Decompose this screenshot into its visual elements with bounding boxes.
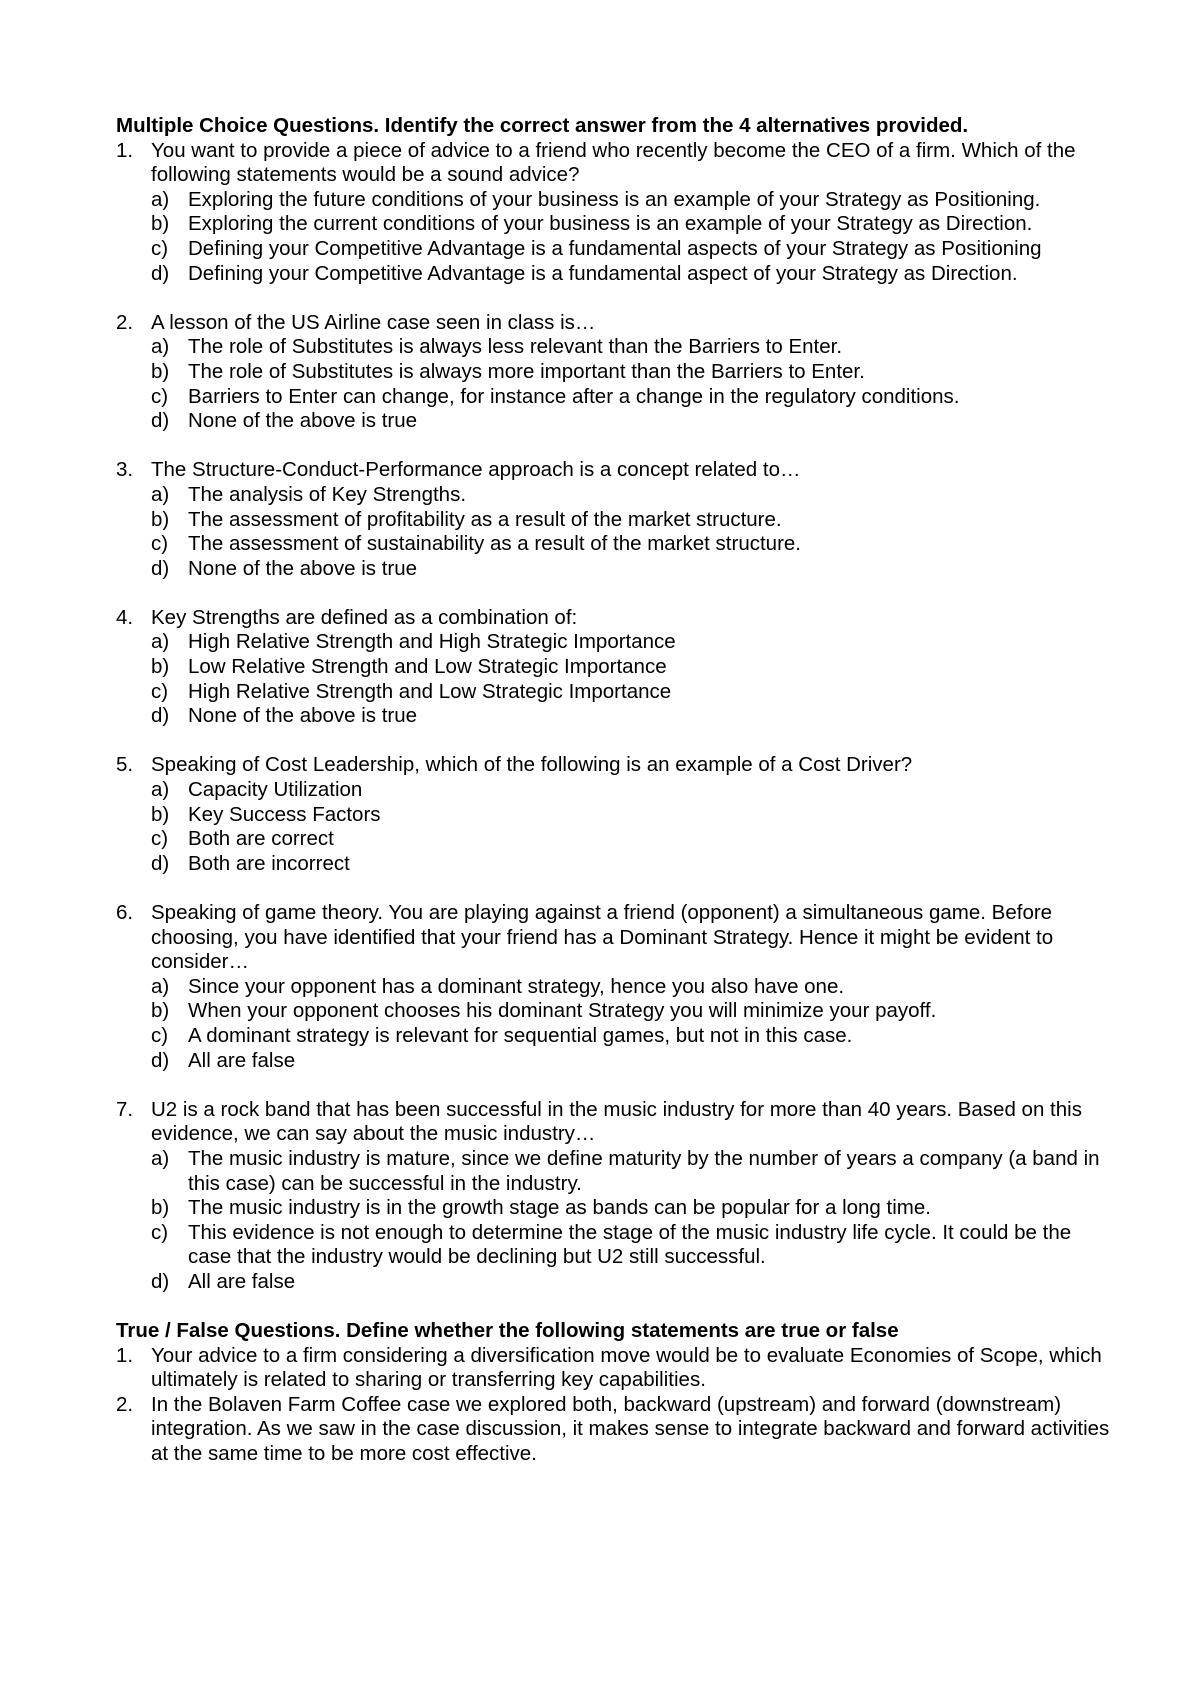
option-b <box>151 212 1116 237</box>
option-letter: a) <box>151 974 170 998</box>
question-text: A lesson of the US Airline case seen in class is… <box>151 310 596 334</box>
option-text: The assessment of profitability as a result of the market structure. <box>188 507 782 531</box>
option-a <box>151 483 1116 508</box>
option-letter: b) <box>151 1196 170 1220</box>
option-text: The assessment of sustainability as a result of the market structure. <box>188 532 801 556</box>
question-text: Your advice to a firm considering a diversification move would be to evaluate Economies of Scope, which ultimately is related to sharing or transferring key capabilities. <box>151 1343 1102 1392</box>
option-letter: d) <box>151 1269 170 1293</box>
tf-question-1 <box>116 1344 1116 1393</box>
option-d <box>151 409 1116 434</box>
option-text: When your opponent chooses his dominant Strategy you will minimize your payoff. <box>188 999 937 1023</box>
option-letter: c) <box>151 1023 169 1047</box>
option-b <box>151 1196 1116 1221</box>
question-text: Speaking of game theory. You are playing against a friend (opponent) a simultaneous game. Before choosing, you have identified that your friend has a Dominant Strategy. Hence it might be evident to consider… <box>151 901 1054 974</box>
option-a <box>151 975 1116 1000</box>
option-text: Since your opponent has a dominant strategy, hence you also have one. <box>188 974 845 998</box>
option-letter: a) <box>151 187 170 211</box>
option-c <box>151 237 1116 262</box>
option-text: The role of Substitutes is always more important than the Barriers to Enter. <box>188 359 865 383</box>
option-b <box>151 999 1116 1024</box>
option-d <box>151 262 1116 287</box>
tf-question-list <box>116 1344 1116 1467</box>
option-b <box>151 803 1116 828</box>
option-list <box>151 188 1116 286</box>
option-text: None of the above is true <box>188 409 418 433</box>
mc-question-4 <box>116 606 1116 729</box>
mc-question-6 <box>116 901 1116 1073</box>
question-number: 1. <box>116 138 134 162</box>
option-text: The music industry is mature, since we define maturity by the number of years a company (a band in this case) can be successful in the industry. <box>188 1146 1100 1195</box>
option-letter: c) <box>151 384 169 408</box>
option-letter: c) <box>151 236 169 260</box>
option-letter: a) <box>151 482 170 506</box>
option-letter: d) <box>151 704 170 728</box>
option-text: The music industry is in the growth stage as bands can be popular for a long time. <box>188 1196 931 1220</box>
option-text: Barriers to Enter can change, for instance after a change in the regulatory conditions. <box>188 384 960 408</box>
option-text: High Relative Strength and Low Strategic Importance <box>188 679 672 703</box>
option-a <box>151 188 1116 213</box>
option-text: The role of Substitutes is always less relevant than the Barriers to Enter. <box>188 335 843 359</box>
option-text: Exploring the current conditions of your business is an example of your Strategy as Direction. <box>188 212 1033 236</box>
option-letter: b) <box>151 655 170 679</box>
option-d <box>151 704 1116 729</box>
option-letter: a) <box>151 1146 170 1170</box>
mc-question-5 <box>116 753 1116 876</box>
question-number: 3. <box>116 458 134 482</box>
option-text: Both are correct <box>188 827 334 851</box>
option-letter: a) <box>151 630 170 654</box>
option-letter: d) <box>151 1048 170 1072</box>
question-number: 1. <box>116 1343 134 1367</box>
option-d <box>151 852 1116 877</box>
question-text: The Structure-Conduct-Performance approach is a concept related to… <box>151 458 801 482</box>
question-text: Speaking of Cost Leadership, which of the following is an example of a Cost Driver? <box>151 753 913 777</box>
option-c <box>151 680 1116 705</box>
option-list <box>151 975 1116 1073</box>
question-number: 4. <box>116 605 134 629</box>
option-letter: b) <box>151 359 170 383</box>
question-number: 2. <box>116 1392 134 1416</box>
option-text: None of the above is true <box>188 556 418 580</box>
option-text: This evidence is not enough to determine the stage of the music industry life cycle. It could be the case that the industry would be declining but U2 still successful. <box>188 1220 1072 1269</box>
option-c <box>151 1024 1116 1049</box>
question-number: 5. <box>116 753 134 777</box>
option-letter: d) <box>151 409 170 433</box>
option-text: All are false <box>188 1269 296 1293</box>
option-c <box>151 827 1116 852</box>
option-d <box>151 1049 1116 1074</box>
option-text: Capacity Utilization <box>188 778 363 802</box>
option-letter: d) <box>151 556 170 580</box>
option-letter: a) <box>151 335 170 359</box>
option-text: Exploring the future conditions of your business is an example of your Strategy as Positioning. <box>188 187 1041 211</box>
question-number: 6. <box>116 901 134 924</box>
option-letter: d) <box>151 851 170 875</box>
option-letter: c) <box>151 679 169 703</box>
question-text: U2 is a rock band that has been successful in the music industry for more than 40 years. Based on this evidence, we can say about the music industry… <box>151 1097 1082 1146</box>
option-text: Key Success Factors <box>188 802 381 826</box>
option-list <box>151 1147 1116 1295</box>
option-d <box>151 557 1116 582</box>
option-letter: c) <box>151 827 169 851</box>
option-letter: b) <box>151 212 170 236</box>
option-d <box>151 1270 1116 1295</box>
option-text: Low Relative Strength and Low Strategic Importance <box>188 655 667 679</box>
option-list <box>151 630 1116 728</box>
option-a <box>151 630 1116 655</box>
option-b <box>151 655 1116 680</box>
option-a <box>151 335 1116 360</box>
question-text: You want to provide a piece of advice to a friend who recently become the CEO of a firm. Which of the following statements would be a sound advice? <box>151 138 1076 187</box>
mc-question-7 <box>116 1098 1116 1295</box>
option-list <box>151 778 1116 876</box>
option-c <box>151 532 1116 557</box>
question-text: Key Strengths are defined as a combination of: <box>151 605 578 629</box>
option-list <box>151 483 1116 581</box>
tf-question-2 <box>116 1393 1116 1467</box>
option-letter: b) <box>151 802 170 826</box>
option-text: The analysis of Key Strengths. <box>188 482 467 506</box>
option-text: Both are incorrect <box>188 851 350 875</box>
question-number: 2. <box>116 310 134 334</box>
question-number: 7. <box>116 1097 134 1121</box>
option-c <box>151 385 1116 410</box>
option-text: All are false <box>188 1048 296 1072</box>
mc-question-list <box>116 139 1116 1295</box>
option-letter: a) <box>151 778 170 802</box>
option-c <box>151 1221 1116 1270</box>
option-letter: d) <box>151 261 170 285</box>
option-letter: b) <box>151 507 170 531</box>
option-a <box>151 778 1116 803</box>
question-text: In the Bolaven Farm Coffee case we explored both, backward (upstream) and forward (downstream) integration. As we saw in the case discussion, it makes sense to integrate backward and forward activities at the same time to be more cost effective. <box>151 1392 1110 1466</box>
option-b <box>151 508 1116 533</box>
mc-question-1 <box>116 139 1116 287</box>
option-text: High Relative Strength and High Strategic Importance <box>188 630 676 654</box>
option-letter: b) <box>151 999 170 1023</box>
option-b <box>151 360 1116 385</box>
option-letter: c) <box>151 532 169 556</box>
option-text: None of the above is true <box>188 704 418 728</box>
mc-question-2 <box>116 311 1116 434</box>
tf-section-heading: True / False Questions. Define whether the following statements are true or false <box>116 1319 899 1343</box>
option-text: Defining your Competitive Advantage is a fundamental aspects of your Strategy as Positioning <box>188 236 1042 260</box>
option-letter: c) <box>151 1220 169 1244</box>
option-text: A dominant strategy is relevant for sequential games, but not in this case. <box>188 1023 853 1047</box>
option-a <box>151 1147 1116 1196</box>
mc-question-3 <box>116 458 1116 581</box>
option-text: Defining your Competitive Advantage is a fundamental aspect of your Strategy as Direction. <box>188 261 1018 285</box>
option-list <box>151 335 1116 433</box>
tf-section <box>116 1319 1116 1467</box>
mc-section-heading: Multiple Choice Questions. Identify the correct answer from the 4 alternatives provided. <box>116 114 969 137</box>
document-page <box>116 114 1116 1467</box>
